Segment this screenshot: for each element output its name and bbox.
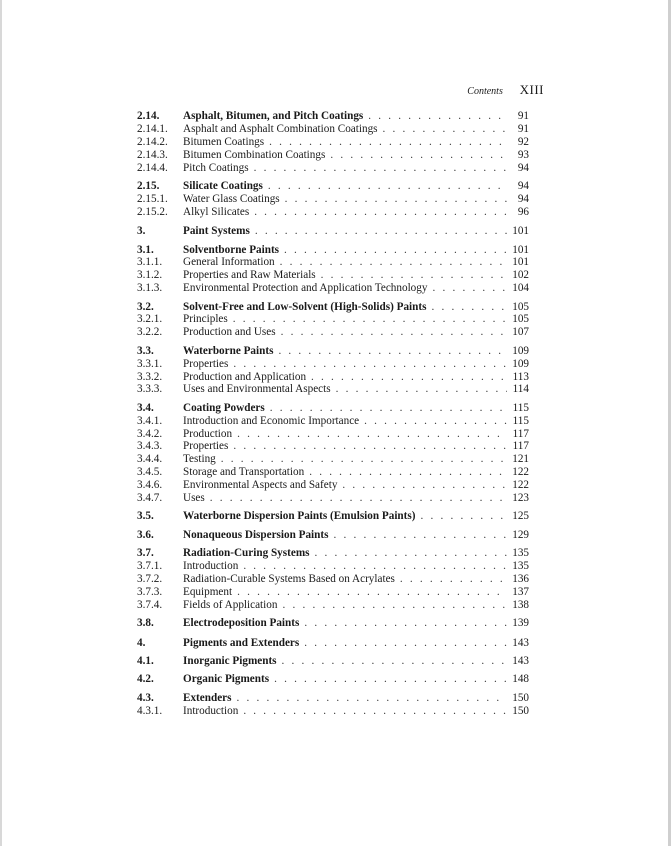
toc-dot-leader xyxy=(364,415,507,428)
toc-entry-title: Introduction xyxy=(183,704,239,717)
toc-dot-leader xyxy=(274,673,507,686)
toc-entry-number: 2.14. xyxy=(137,110,160,122)
toc-entry-title: Uses xyxy=(183,492,205,505)
toc-entry-page: 104 xyxy=(512,282,529,295)
toc-entry-page: 102 xyxy=(512,269,529,282)
toc-entry-page: 94 xyxy=(517,161,529,174)
toc-entry-title: Solvent-Free and Low-Solvent (High-Solids) Paints xyxy=(183,300,427,313)
toc-dot-leader xyxy=(233,313,507,326)
toc-entry-page: 109 xyxy=(512,344,529,357)
toc-entry-page: 101 xyxy=(512,225,529,238)
toc-entry-number: 2.15.1. xyxy=(137,192,168,205)
toc-entry-number: 2.14.3. xyxy=(137,148,168,161)
toc-entry xyxy=(137,313,529,326)
table-of-contents xyxy=(137,110,529,718)
toc-entry xyxy=(137,326,529,339)
toc-entry-title: Electrodeposition Paints xyxy=(183,617,300,630)
toc-entry-page: 138 xyxy=(512,598,529,611)
toc-entry-number: 3.4. xyxy=(137,401,154,414)
toc-entry xyxy=(137,560,529,573)
toc-entry-page: 150 xyxy=(512,704,529,717)
toc-entry-number: 2.14.4. xyxy=(137,161,168,174)
toc-entry-title: Introduction xyxy=(183,560,239,573)
toc-entry-number: 3.3.2. xyxy=(137,370,163,383)
toc-entry-number: 3.3.1. xyxy=(137,357,163,370)
toc-entry-title: Alkyl Silicates xyxy=(183,205,250,218)
toc-entry xyxy=(137,492,529,505)
toc-dot-leader xyxy=(268,180,507,193)
toc-dot-leader xyxy=(311,371,507,384)
toc-entry-page: 135 xyxy=(512,560,529,573)
toc-entry-title: Asphalt and Asphalt Combination Coatings xyxy=(183,122,378,135)
toc-entry xyxy=(137,345,529,358)
toc-entry-number: 3.1.2. xyxy=(137,269,163,282)
toc-entry-title: Introduction and Economic Importance xyxy=(183,414,360,427)
toc-entry-title: Principles xyxy=(183,313,228,326)
running-header-title: Contents xyxy=(467,86,503,97)
toc-entry-number: 3.2. xyxy=(137,300,154,313)
toc-entry-number: 4.1. xyxy=(137,654,154,667)
toc-entry-title: Storage and Transportation xyxy=(183,466,305,479)
toc-dot-leader xyxy=(420,510,507,523)
toc-entry-page: 101 xyxy=(512,256,529,269)
toc-entry-page: 117 xyxy=(512,440,529,453)
toc-entry-number: 3.6. xyxy=(137,528,154,541)
toc-entry xyxy=(137,193,529,206)
toc-entry-number: 3.2.2. xyxy=(137,326,163,339)
toc-entry xyxy=(137,547,529,560)
toc-entry xyxy=(137,123,529,136)
toc-entry-page: 115 xyxy=(512,414,529,427)
toc-entry-page: 92 xyxy=(517,135,529,148)
toc-entry xyxy=(137,256,529,269)
toc-entry xyxy=(137,617,529,630)
toc-entry xyxy=(137,637,529,650)
toc-entry-number: 2.14.1. xyxy=(137,122,168,135)
page-left-edge xyxy=(0,0,2,846)
toc-entry xyxy=(137,466,529,479)
toc-entry-title: Pitch Coatings xyxy=(183,161,249,174)
toc-entry-number: 3.7. xyxy=(137,547,154,560)
toc-entry xyxy=(137,402,529,415)
toc-entry-page: 150 xyxy=(512,691,529,704)
toc-entry xyxy=(137,428,529,441)
toc-dot-leader xyxy=(342,479,507,492)
toc-dot-leader xyxy=(315,547,508,560)
toc-entry-number: 3.4.3. xyxy=(137,440,163,453)
toc-entry-title: Waterborne Dispersion Paints (Emulsion Paints) xyxy=(183,510,416,523)
toc-entry xyxy=(137,673,529,686)
toc-entry-page: 105 xyxy=(512,313,529,326)
toc-dot-leader xyxy=(281,326,507,339)
toc-entry-number: 3.2.1. xyxy=(137,313,163,326)
toc-entry-page: 137 xyxy=(512,585,529,598)
toc-entry-number: 4.3. xyxy=(137,691,154,704)
toc-entry-title: Asphalt, Bitumen, and Pitch Coatings xyxy=(183,110,364,122)
toc-entry-page: 135 xyxy=(512,547,529,560)
toc-dot-leader xyxy=(284,244,507,257)
toc-entry-number: 3.7.3. xyxy=(137,585,163,598)
toc-entry xyxy=(137,149,529,162)
toc-entry-number: 3.4.2. xyxy=(137,427,163,440)
toc-dot-leader xyxy=(309,466,507,479)
toc-entry-number: 3.4.6. xyxy=(137,479,163,492)
toc-dot-leader xyxy=(383,123,507,136)
toc-entry xyxy=(137,440,529,453)
toc-entry-title: Environmental Aspects and Safety xyxy=(183,479,338,492)
toc-entry-page: 123 xyxy=(512,492,529,505)
toc-entry-page: 139 xyxy=(512,617,529,630)
toc-dot-leader xyxy=(254,206,507,219)
toc-entry-number: 4.3.1. xyxy=(137,704,163,717)
toc-entry-number: 3.4.5. xyxy=(137,466,163,479)
toc-entry-title: Radiation-Curable Systems Based on Acrylates xyxy=(183,573,395,585)
toc-entry-title: Radiation-Curing Systems xyxy=(183,547,310,560)
toc-entry-page: 91 xyxy=(517,122,529,135)
toc-dot-leader xyxy=(233,440,507,453)
toc-entry xyxy=(137,510,529,523)
toc-entry-number: 3.4.4. xyxy=(137,453,163,466)
toc-entry-page: 143 xyxy=(512,636,529,649)
toc-entry xyxy=(137,110,529,123)
toc-entry-title: Inorganic Pigments xyxy=(183,654,277,667)
toc-entry xyxy=(137,573,529,586)
toc-dot-leader xyxy=(336,383,507,396)
toc-dot-leader xyxy=(282,599,507,612)
toc-entry-title: Properties xyxy=(183,357,229,370)
toc-entry-number: 3. xyxy=(137,225,146,238)
toc-dot-leader xyxy=(282,655,507,668)
toc-entry xyxy=(137,383,529,396)
toc-entry-number: 3.4.7. xyxy=(137,492,163,505)
toc-entry-number: 2.15. xyxy=(137,179,160,192)
running-header-page-number: XIII xyxy=(519,82,544,97)
toc-entry-number: 2.15.2. xyxy=(137,205,168,218)
toc-dot-leader xyxy=(233,358,507,371)
toc-dot-leader xyxy=(278,345,507,358)
toc-entry-page: 107 xyxy=(512,326,529,339)
toc-entry-number: 3.1. xyxy=(137,243,154,256)
toc-entry-title: Properties xyxy=(183,440,229,453)
toc-entry-title: Silicate Coatings xyxy=(183,179,263,192)
toc-dot-leader xyxy=(368,110,507,123)
toc-entry-title: Uses and Environmental Aspects xyxy=(183,383,331,396)
toc-entry-title: Bitumen Combination Coatings xyxy=(183,148,326,161)
toc-entry-title: Production and Uses xyxy=(183,326,276,339)
toc-entry xyxy=(137,301,529,314)
toc-entry xyxy=(137,269,529,282)
toc-entry-title: Testing xyxy=(183,453,216,466)
toc-entry-title: Properties and Raw Materials xyxy=(183,269,316,282)
toc-entry xyxy=(137,692,529,705)
toc-entry-title: Pigments and Extenders xyxy=(183,636,300,649)
toc-entry xyxy=(137,415,529,428)
toc-entry-page: 105 xyxy=(512,300,529,313)
toc-entry-title: Fields of Application xyxy=(183,598,278,611)
toc-entry-page: 94 xyxy=(517,179,529,192)
toc-dot-leader xyxy=(333,529,507,542)
toc-entry-page: 91 xyxy=(517,110,529,122)
toc-entry-page: 125 xyxy=(512,510,529,523)
toc-entry-title: Equipment xyxy=(183,585,233,598)
toc-entry-title: Extenders xyxy=(183,691,232,704)
toc-entry-number: 3.3.3. xyxy=(137,383,163,396)
toc-entry-number: 3.8. xyxy=(137,617,154,630)
toc-dot-leader xyxy=(304,617,507,630)
toc-dot-leader xyxy=(400,573,507,586)
toc-dot-leader xyxy=(236,692,507,705)
toc-dot-leader xyxy=(254,162,507,175)
toc-dot-leader xyxy=(330,149,507,162)
toc-entry-page: 96 xyxy=(517,205,529,218)
toc-dot-leader xyxy=(432,282,507,295)
toc-entry-page: 115 xyxy=(512,401,529,414)
toc-entry-title: Nonaqueous Dispersion Paints xyxy=(183,528,329,541)
toc-entry xyxy=(137,705,529,718)
toc-entry-title: Coating Powders xyxy=(183,401,265,414)
toc-entry-page: 122 xyxy=(512,479,529,492)
toc-entry xyxy=(137,371,529,384)
toc-entry xyxy=(137,162,529,175)
toc-dot-leader xyxy=(285,193,507,206)
running-header xyxy=(0,82,544,98)
toc-entry xyxy=(137,225,529,238)
toc-dot-leader xyxy=(431,301,507,314)
toc-entry-number: 2.14.2. xyxy=(137,135,168,148)
toc-entry-page: 148 xyxy=(512,673,529,686)
toc-entry xyxy=(137,529,529,542)
toc-entry-title: Waterborne Paints xyxy=(183,344,274,357)
toc-entry-title: Production and Application xyxy=(183,370,307,383)
toc-entry-page: 122 xyxy=(512,466,529,479)
toc-entry-page: 143 xyxy=(512,654,529,667)
toc-entry xyxy=(137,586,529,599)
toc-entry xyxy=(137,453,529,466)
toc-dot-leader xyxy=(270,402,507,415)
toc-entry xyxy=(137,655,529,668)
toc-entry-page: 129 xyxy=(512,528,529,541)
toc-entry-title: Environmental Protection and Application Technology xyxy=(183,282,428,295)
toc-entry-page: 113 xyxy=(512,370,529,383)
toc-entry-page: 93 xyxy=(517,148,529,161)
toc-entry-title: Water Glass Coatings xyxy=(183,192,280,205)
toc-dot-leader xyxy=(243,705,507,718)
toc-dot-leader xyxy=(210,492,507,505)
toc-entry-number: 3.7.2. xyxy=(137,573,163,585)
toc-dot-leader xyxy=(280,256,507,269)
toc-entry-number: 3.5. xyxy=(137,510,154,523)
toc-entry xyxy=(137,479,529,492)
toc-entry-title: General Information xyxy=(183,256,275,269)
toc-entry-number: 4. xyxy=(137,636,146,649)
toc-dot-leader xyxy=(237,428,507,441)
toc-entry xyxy=(137,358,529,371)
toc-entry-page: 117 xyxy=(512,427,529,440)
toc-entry-page: 114 xyxy=(512,383,529,396)
toc-entry-number: 3.1.3. xyxy=(137,282,163,295)
toc-entry-number: 3.7.4. xyxy=(137,598,163,611)
toc-entry xyxy=(137,206,529,219)
toc-entry-number: 3.3. xyxy=(137,344,154,357)
toc-entry-title: Production xyxy=(183,427,233,440)
toc-dot-leader xyxy=(237,586,507,599)
toc-entry-page: 136 xyxy=(512,573,529,585)
toc-entry-title: Bitumen Coatings xyxy=(183,135,265,148)
toc-dot-leader xyxy=(269,136,507,149)
toc-dot-leader xyxy=(243,560,507,573)
toc-dot-leader xyxy=(321,269,507,282)
toc-dot-leader xyxy=(304,637,507,650)
toc-entry xyxy=(137,180,529,193)
toc-entry-page: 101 xyxy=(512,243,529,256)
toc-entry-number: 3.4.1. xyxy=(137,414,163,427)
toc-entry xyxy=(137,244,529,257)
toc-entry-page: 94 xyxy=(517,192,529,205)
toc-dot-leader xyxy=(255,225,507,238)
toc-entry xyxy=(137,599,529,612)
toc-entry-number: 3.1.1. xyxy=(137,256,163,269)
toc-entry-title: Paint Systems xyxy=(183,225,250,238)
toc-entry-title: Solventborne Paints xyxy=(183,243,280,256)
toc-entry xyxy=(137,136,529,149)
toc-entry-number: 3.7.1. xyxy=(137,560,163,573)
toc-entry-title: Organic Pigments xyxy=(183,673,270,686)
toc-entry-page: 109 xyxy=(512,357,529,370)
toc-dot-leader xyxy=(221,453,507,466)
toc-entry-number: 4.2. xyxy=(137,673,154,686)
toc-entry-page: 121 xyxy=(512,453,529,466)
toc-entry xyxy=(137,282,529,295)
